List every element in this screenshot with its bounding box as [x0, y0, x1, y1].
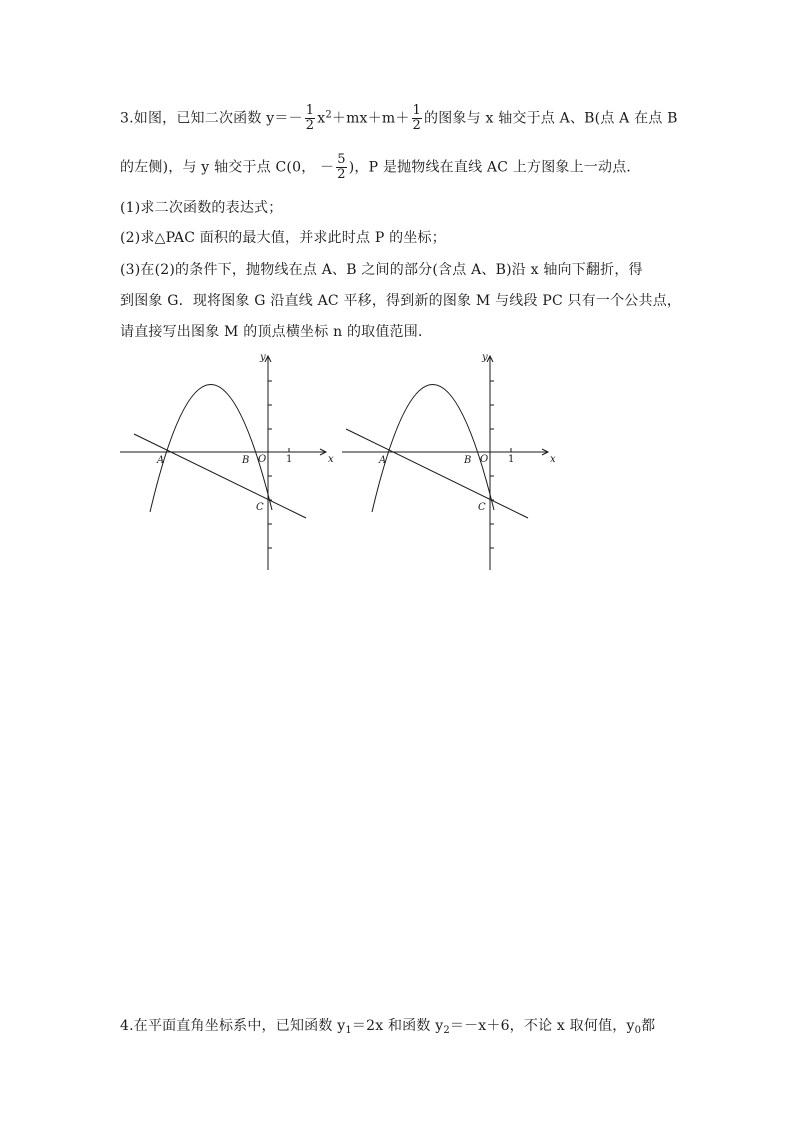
fraction-numerator: 1	[412, 103, 422, 118]
subscript: 2	[443, 1025, 450, 1036]
point-a-label: A	[157, 455, 165, 466]
text-segment: 的图象与 x 轴交于点 A、B(点 A 在点 B	[424, 110, 678, 127]
fraction-denominator: 2	[305, 118, 315, 133]
text-segment: )，P 是抛物线在直线 AC 上方图象上一动点．	[348, 159, 641, 176]
origin-label: O	[258, 454, 267, 465]
point-a-label: A	[379, 455, 387, 466]
problem3-line2	[120, 153, 641, 182]
text-segment: ＝－x＋6，不论 x 取何值，y	[449, 1018, 635, 1034]
fraction-denominator: 2	[337, 167, 346, 182]
fraction-numerator: 5	[337, 152, 346, 167]
subscript: 1	[345, 1025, 352, 1036]
fraction-five-halves	[336, 153, 346, 182]
text-segment: 都	[641, 1018, 656, 1034]
fraction-one-half	[412, 104, 422, 133]
text-segment: 4.在平面直角坐标系中，已知函数 y	[120, 1018, 346, 1034]
point-c-label: C	[478, 502, 486, 513]
point-c-label: C	[256, 502, 264, 513]
text-segment: 3.如图，已知二次函数 y＝－	[120, 110, 303, 127]
question-3-line1: (3)在(2)的条件下，抛物线在点 A、B 之间的部分(含点 A、B)沿 x 轴向下翻折，得	[120, 262, 643, 278]
text-segment: ＋mx＋m＋	[331, 110, 410, 127]
question-3-line2: 到图象 G．现将图象 G 沿直线 AC 平移，得到新的图象 M 与线段 PC 只有一个公共点，	[120, 293, 682, 309]
fraction-one-half	[305, 104, 315, 133]
text-segment: x	[317, 110, 326, 127]
figure-left	[110, 350, 340, 575]
x-axis-label: x	[550, 454, 556, 465]
question-1: (1)求二次函数的表达式；	[120, 200, 283, 216]
line-ac	[134, 434, 306, 518]
fraction-numerator: 1	[305, 103, 315, 118]
figure-right	[332, 350, 562, 575]
text-segment: ＝2x 和函数 y	[351, 1018, 444, 1034]
unit-tick-label: 1	[508, 454, 515, 465]
subscript: 0	[634, 1025, 642, 1036]
unit-tick-label: 1	[286, 454, 293, 465]
point-b-label: B	[242, 455, 250, 466]
question-3-line3: 请直接写出图象 M 的顶点横坐标 n 的取值范围．	[120, 324, 433, 340]
y-axis-label: y	[260, 352, 266, 363]
text-segment: 的左侧)，与 y 轴交于点 C(0， －	[120, 159, 335, 176]
problem4-line1	[120, 1016, 655, 1041]
problem3-line1	[120, 104, 678, 133]
x-axis-label: x	[328, 454, 334, 465]
y-axis-label: y	[482, 352, 488, 363]
fraction-denominator: 2	[412, 118, 422, 133]
origin-label: O	[480, 454, 489, 465]
exponent: 2	[325, 109, 332, 121]
question-2: (2)求△PAC 面积的最大值，并求此时点 P 的坐标；	[120, 230, 446, 246]
point-b-label: B	[464, 455, 472, 466]
